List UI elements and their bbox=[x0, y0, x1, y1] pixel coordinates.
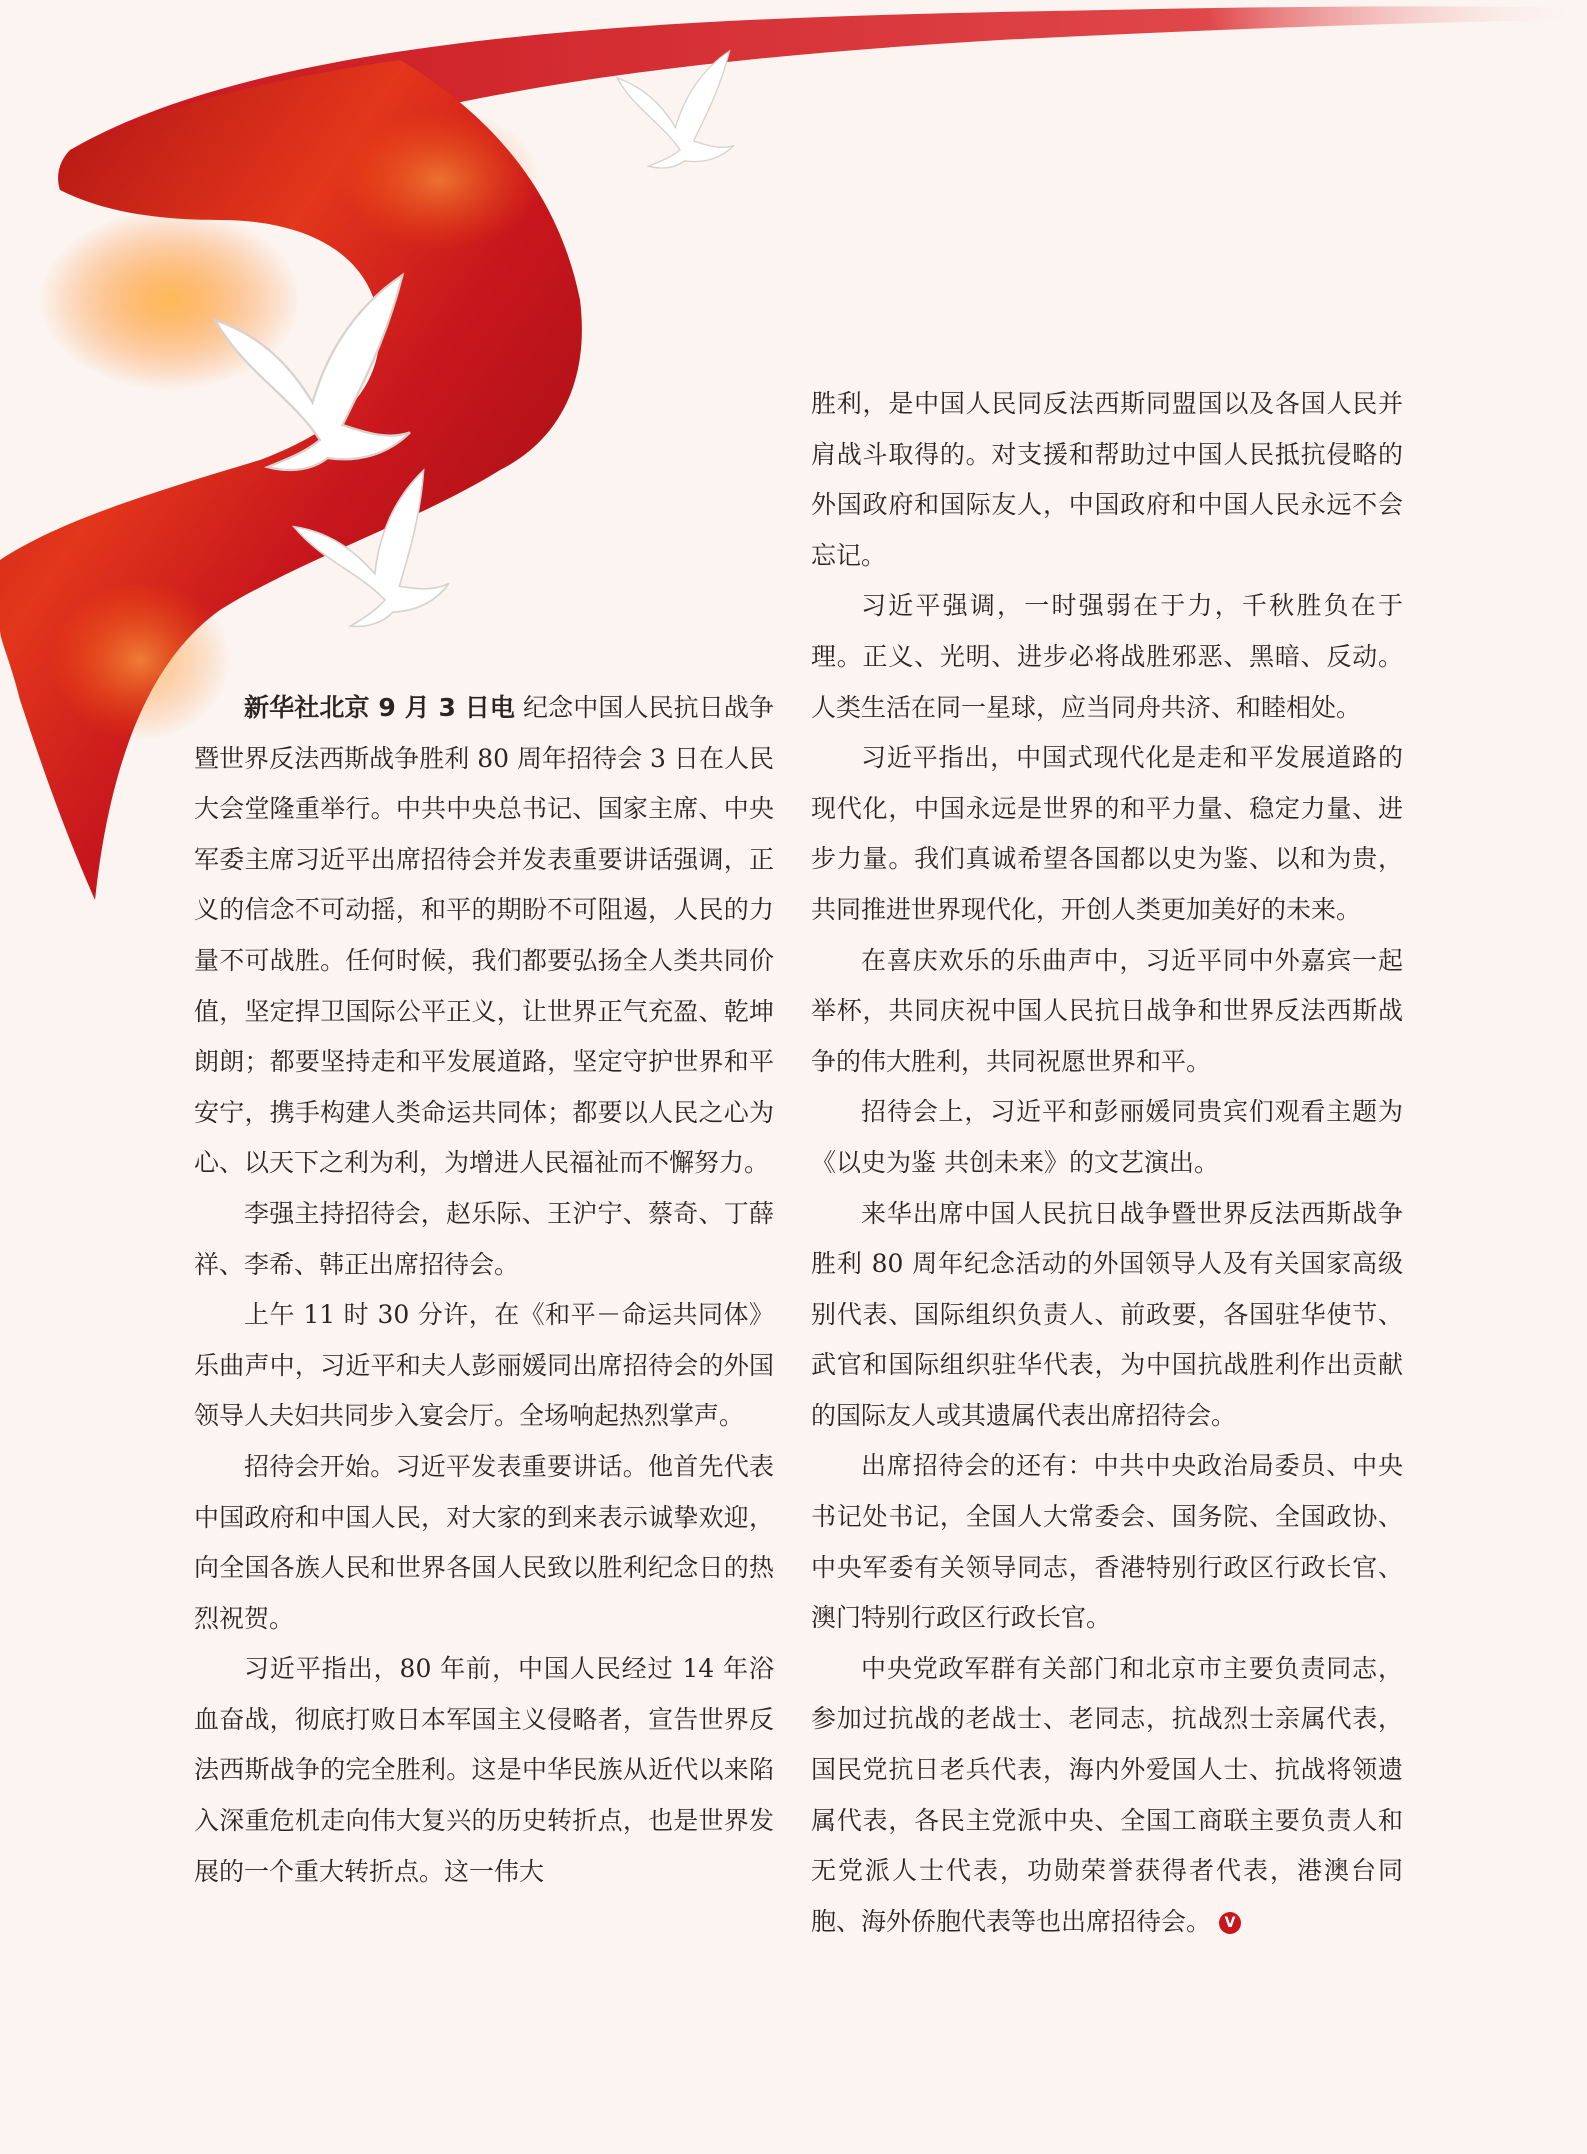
article-paragraph bbox=[811, 1644, 1403, 1948]
article-paragraph: 来华出席中国人民抗日战争暨世界反法西斯战争胜利 80 周年纪念活动的外国领导人及有关国家高级别代表、国际组织负责人、前政要，各国驻华使节、武官和国际组织驻华代表，为中国抗战胜利作出贡献的国际友人或其遗属代表出席招待会。 bbox=[811, 1198, 1403, 1430]
article-paragraph: 上午 11 时 30 分许，在《和平－命运共同体》乐曲声中，习近平和夫人彭丽媛同出席招待会的外国领导人夫妇共同步入宴会厅。全场响起热烈掌声。 bbox=[194, 1300, 774, 1431]
article-paragraph: 出席招待会的还有：中共中央政治局委员、中央书记处书记，全国人大常委会、国务院、全国政协、中央军委有关领导同志，香港特别行政区行政长官、澳门特别行政区行政长官。 bbox=[811, 1451, 1403, 1633]
dateline: 新华社北京 9 月 3 日电 bbox=[244, 693, 515, 722]
article-column-right bbox=[811, 379, 1403, 1947]
article-paragraph: 习近平指出，80 年前，中国人民经过 14 年浴血奋战，彻底打败日本军国主义侵略者，宣告世界反法西斯战争的完全胜利。这是中华民族从近代以来陷入深重危机走向伟大复兴的历史转折点，也是世界发展的一个重大转折点。这一伟大 bbox=[194, 1654, 774, 1886]
article-paragraph: 在喜庆欢乐的乐曲声中，习近平同中外嘉宾一起举杯，共同庆祝中国人民抗日战争和世界反法西斯战争的伟大胜利，共同祝愿世界和平。 bbox=[811, 945, 1403, 1076]
v-end-mark-icon: V bbox=[1219, 1912, 1241, 1934]
article-paragraph bbox=[194, 683, 774, 1189]
article-column-left bbox=[194, 683, 774, 1897]
paragraph-text: 中央党政军群有关部门和北京市主要负责同志，参加过抗战的老战士、老同志，抗战烈士亲属代表，国民党抗日老兵代表，海内外爱国人士、抗战将领遗属代表，各民主党派中央、全国工商联主要负责人和无党派人士代表，功勋荣誉获得者代表，港澳台同胞、海外侨胞代表等也出席招待会。 bbox=[811, 1653, 1403, 1936]
article-paragraph: 习近平指出，中国式现代化是走和平发展道路的现代化，中国永远是世界的和平力量、稳定力量、进步力量。我们真诚希望各国都以史为鉴、以和为贵，共同推进世界现代化，开创人类更加美好的未来。 bbox=[811, 743, 1403, 924]
article-paragraph: 习近平强调，一时强弱在于力，千秋胜负在于理。正义、光明、进步必将战胜邪恶、黑暗、反动。人类生活在同一星球，应当同舟共济、和睦相处。 bbox=[811, 591, 1403, 722]
article-paragraph: 招待会上，习近平和彭丽媛同贵宾们观看主题为《以史为鉴 共创未来》的文艺演出。 bbox=[811, 1097, 1403, 1177]
article-paragraph: 李强主持招待会，赵乐际、王沪宁、蔡奇、丁薛祥、李希、韩正出席招待会。 bbox=[194, 1198, 774, 1279]
paragraph-text: 纪念中国人民抗日战争暨世界反法西斯战争胜利 80 周年招待会 3 日在人民大会堂隆重举行。中共中央总书记、国家主席、中央军委主席习近平出席招待会并发表重要讲话强调，正义的信念不可动摇，和平的期盼不可阻遏，人民的力量不可战胜。任何时候，我们都要弘扬全人类共同价值，坚定捍卫国际公平正义，让世界正气充盈、乾坤朗朗；都要坚持走和平发展道路，坚定守护世界和平安宁，携手构建人类命运共同体；都要以人民之心为心、以天下之利为利，为增进人民福祉而不懈努力。 bbox=[194, 693, 774, 1178]
article-paragraph-continued: 胜利，是中国人民同反法西斯同盟国以及各国人民并肩战斗取得的。对支援和帮助过中国人民抵抗侵略的外国政府和国际友人，中国政府和中国人民永远不会忘记。 bbox=[811, 389, 1403, 570]
article-paragraph: 招待会开始。习近平发表重要讲话。他首先代表中国政府和中国人民，对大家的到来表示诚挚欢迎，向全国各族人民和世界各国人民致以胜利纪念日的热烈祝贺。 bbox=[194, 1451, 774, 1633]
